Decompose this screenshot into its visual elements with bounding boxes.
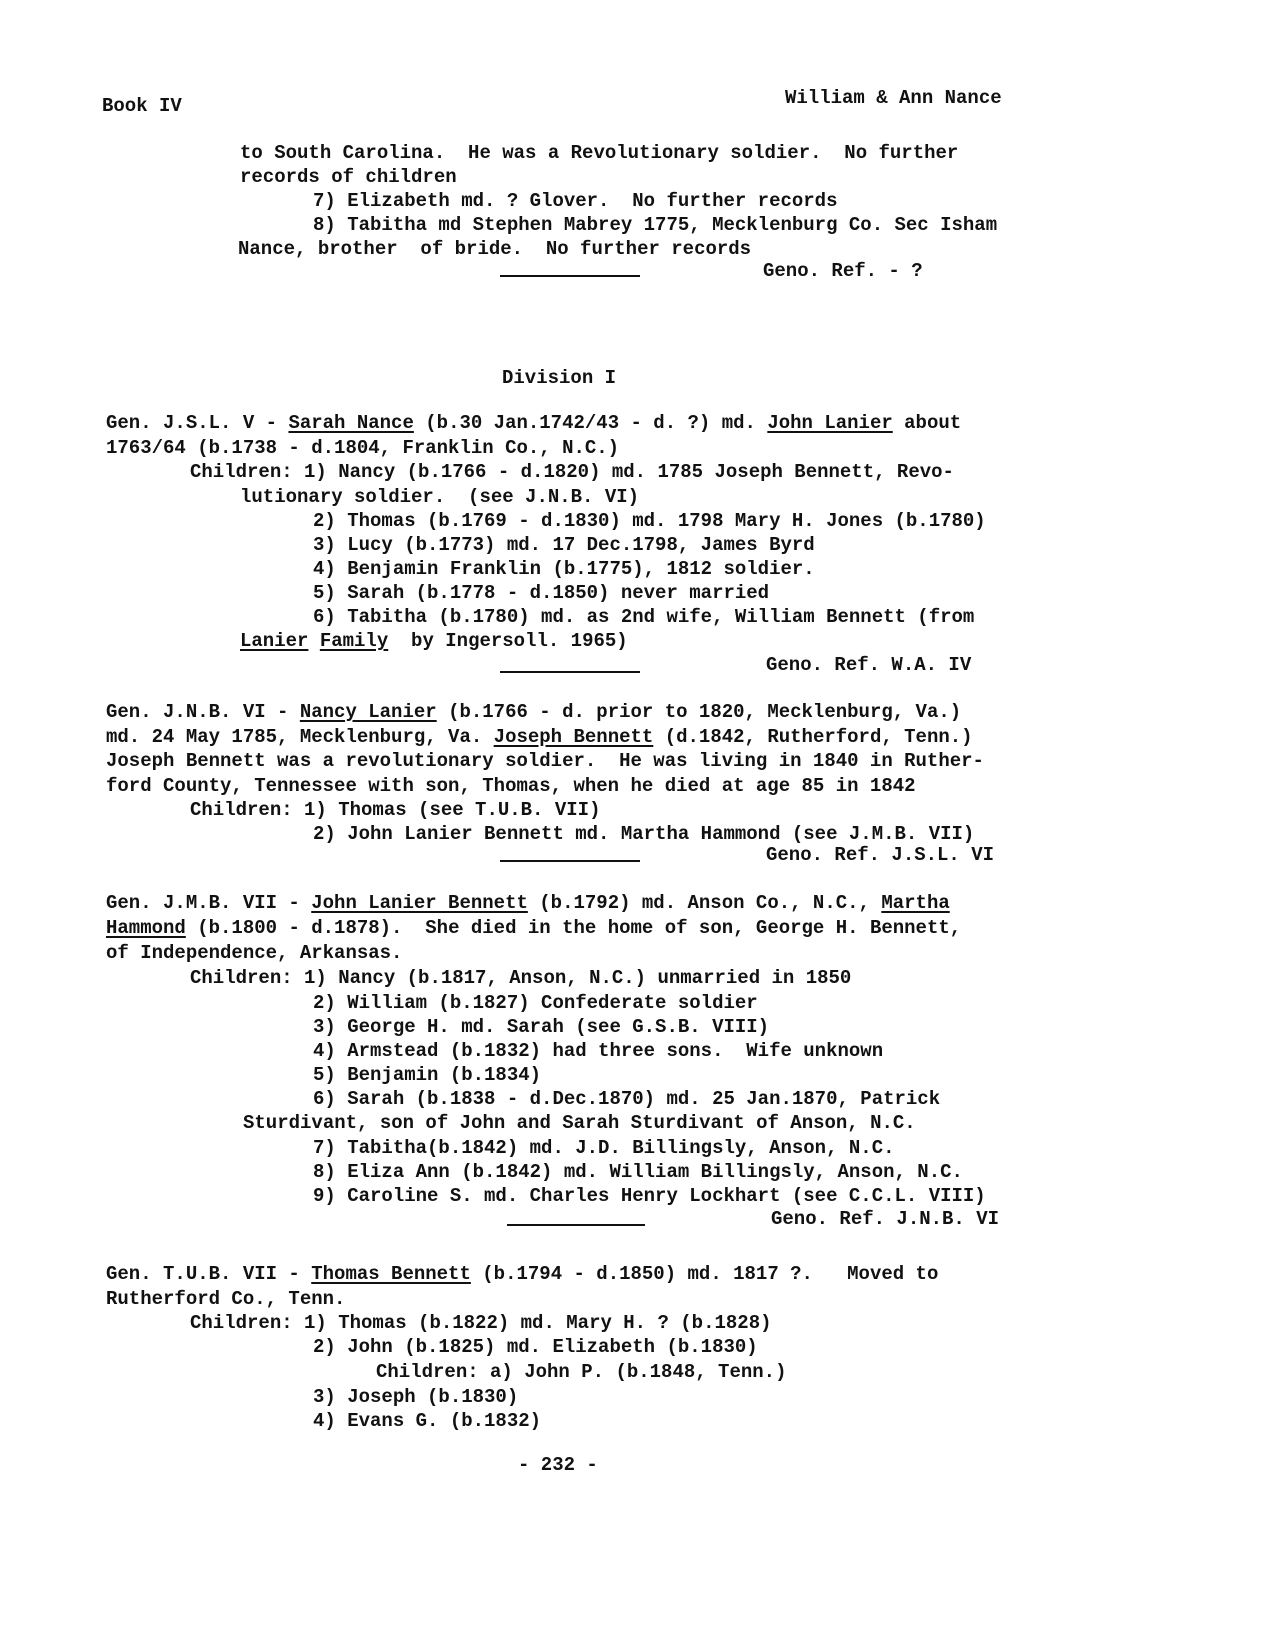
child-item: 2) John Lanier Bennett md. Martha Hammond (see J.M.B. VII) (313, 823, 975, 845)
book-title: Lanier (240, 630, 309, 652)
spouse-name: Hammond (106, 917, 186, 939)
entry-text: md. 24 May 1785, Mecklenburg, Va. (106, 726, 494, 748)
intro-line: 7) Elizabeth md. ? Glover. No further records (313, 190, 838, 212)
child-item: 3) Lucy (b.1773) md. 17 Dec.1798, James Byrd (313, 534, 815, 556)
entry-line: 1763/64 (b.1738 - d.1804, Franklin Co., N.C.) (106, 437, 620, 459)
child-item: Sturdivant, son of John and Sarah Sturdivant of Anson, N.C. (243, 1112, 916, 1134)
gen-code: Gen. J.N.B. VI - (106, 701, 300, 723)
entry-text: (d.1842, Rutherford, Tenn.) (653, 726, 973, 748)
geno-ref: Geno. Ref. - ? (763, 260, 923, 282)
entry-text: (b.1800 - d.1878). She died in the home of son, George H. Bennett, (185, 917, 962, 939)
entry-text: (b.1766 - d. prior to 1820, Mecklenburg, Va.) (436, 701, 962, 723)
entry-line: Rutherford Co., Tenn. (106, 1288, 346, 1310)
child-item: 4) Armstead (b.1832) had three sons. Wife unknown (313, 1040, 884, 1062)
person-name: Nancy Lanier (299, 701, 437, 723)
intro-line: Nance, brother of bride. No further records (238, 238, 752, 260)
gen-code: Gen. J.M.B. VII - (106, 892, 312, 914)
child-item: 2) John (b.1825) md. Elizabeth (b.1830) (313, 1336, 758, 1358)
child-item: 3) George H. md. Sarah (see G.S.B. VIII) (313, 1016, 770, 1038)
spouse-name: Martha (881, 892, 950, 914)
child-item: 4) Benjamin Franklin (b.1775), 1812 soldier. (313, 558, 815, 580)
entry-text: (b.1794 - d.1850) md. 1817 ?. Moved to (470, 1263, 939, 1285)
children-line: Children: 1) Nancy (b.1766 - d.1820) md. 1785 Joseph Bennett, Revo- (190, 461, 954, 483)
entry-text: (b.30 Jan.1742/43 - d. ?) md. (413, 412, 768, 434)
entry-line (106, 1262, 938, 1286)
children-line: Children: 1) Nancy (b.1817, Anson, N.C.) unmarried in 1850 (190, 967, 852, 989)
child-item: 3) Joseph (b.1830) (313, 1386, 519, 1408)
entry-line (106, 891, 950, 915)
entry-line: Joseph Bennett was a revolutionary soldier. He was living in 1840 in Ruther- (106, 750, 984, 772)
person-name: Sarah Nance (288, 412, 414, 434)
entry-text: about (892, 412, 962, 434)
entry-line: of Independence, Arkansas. (106, 942, 403, 964)
section-divider (500, 275, 640, 277)
grandchild-item: Children: a) John P. (b.1848, Tenn.) (376, 1361, 787, 1383)
geno-ref: Geno. Ref. W.A. IV (766, 654, 972, 676)
entry-text: (b.1792) md. Anson Co., N.C., (527, 892, 882, 914)
intro-line: records of children (240, 166, 457, 188)
children-line: Children: 1) Thomas (see T.U.B. VII) (190, 799, 601, 821)
book-title: Family (319, 630, 389, 652)
gen-code: Gen. T.U.B. VII - (106, 1263, 312, 1285)
section-divider (500, 671, 640, 673)
person-name: Thomas Bennett (311, 1263, 471, 1285)
spouse-name: Joseph Bennett (493, 726, 654, 748)
child-item: 2) Thomas (b.1769 - d.1830) md. 1798 Mary H. Jones (b.1780) (313, 510, 986, 532)
section-divider (500, 860, 640, 862)
entry-line: ford County, Tennessee with son, Thomas, when he died at age 85 in 1842 (106, 775, 916, 797)
section-divider (507, 1224, 645, 1226)
header-book: Book IV (102, 95, 182, 117)
entry-line (106, 916, 961, 940)
entry-line (106, 725, 973, 749)
child-item: 7) Tabitha(b.1842) md. J.D. Billingsly, Anson, N.C. (313, 1137, 895, 1159)
intro-line: to South Carolina. He was a Revolutionary soldier. No further (240, 142, 959, 164)
intro-line: 8) Tabitha md Stephen Mabrey 1775, Mecklenburg Co. Sec Isham (313, 214, 998, 236)
geno-ref: Geno. Ref. J.S.L. VI (766, 844, 995, 866)
child-item (240, 629, 628, 653)
entry-text: by Ingersoll. 1965) (388, 630, 628, 652)
division-heading: Division I (502, 367, 617, 389)
entry-text (308, 630, 319, 652)
geno-ref: Geno. Ref. J.N.B. VI (771, 1208, 1000, 1230)
child-item: 8) Eliza Ann (b.1842) md. William Billingsly, Anson, N.C. (313, 1161, 963, 1183)
entry-line (106, 411, 961, 435)
person-name: John Lanier Bennett (311, 892, 528, 914)
entry-line (106, 700, 961, 724)
children-line: Children: 1) Thomas (b.1822) md. Mary H. ? (b.1828) (190, 1312, 772, 1334)
page-number: - 232 - (518, 1454, 598, 1476)
children-line: lutionary soldier. (see J.N.B. VI) (240, 486, 640, 508)
child-item: 4) Evans G. (b.1832) (313, 1410, 542, 1432)
gen-code: Gen. J.S.L. V - (106, 412, 289, 434)
child-item: 5) Sarah (b.1778 - d.1850) never married (313, 582, 770, 604)
child-item: 2) William (b.1827) Confederate soldier (313, 992, 758, 1014)
child-item: 6) Sarah (b.1838 - d.Dec.1870) md. 25 Jan.1870, Patrick (313, 1088, 941, 1110)
child-item: 9) Caroline S. md. Charles Henry Lockhart (see C.C.L. VIII) (313, 1185, 986, 1207)
header-title: William & Ann Nance (785, 87, 1002, 109)
child-item: 5) Benjamin (b.1834) (313, 1064, 542, 1086)
spouse-name: John Lanier (767, 412, 893, 434)
child-item: 6) Tabitha (b.1780) md. as 2nd wife, William Bennett (from (313, 606, 975, 628)
